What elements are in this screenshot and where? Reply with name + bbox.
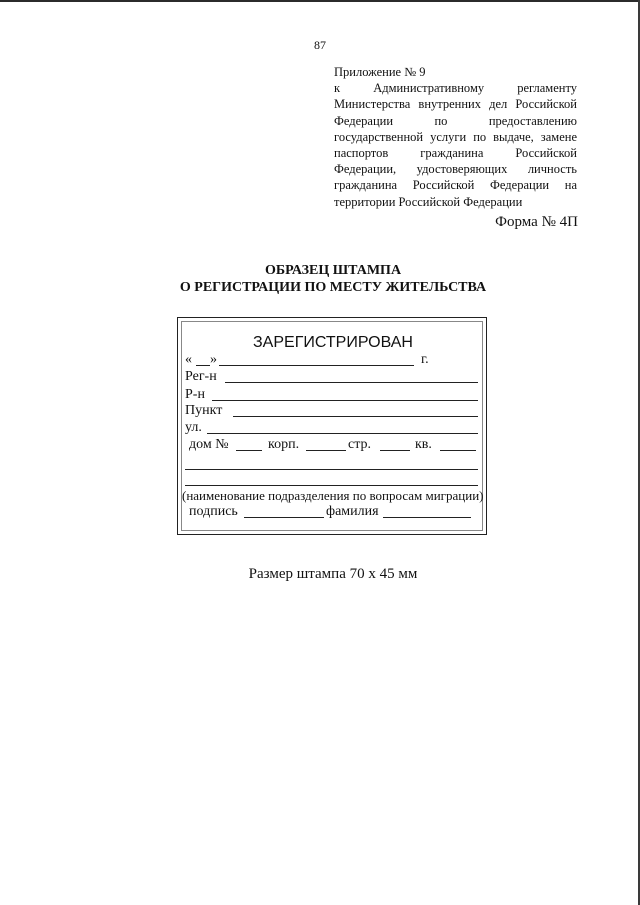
stamp-sample-box bbox=[177, 317, 487, 535]
stamp-title-line-2: О РЕГИСТРАЦИИ ПО МЕСТУ ЖИТЕЛЬСТВА bbox=[179, 280, 487, 295]
year-suffix: г. bbox=[421, 352, 429, 367]
region-label: Рег-н bbox=[185, 369, 217, 384]
signature-line bbox=[244, 517, 324, 518]
scan-top-edge bbox=[0, 0, 640, 2]
street-line bbox=[207, 433, 478, 434]
appendix-line-9: территории Российской Федерации bbox=[334, 194, 523, 209]
unit-caption: (наименование подразделения по вопросам миграции) bbox=[182, 488, 484, 503]
unit-blank-line-2 bbox=[185, 485, 478, 486]
district-line bbox=[212, 400, 478, 401]
surname-line bbox=[383, 517, 471, 518]
district-label: Р-н bbox=[185, 387, 205, 402]
surname-label: фамилия bbox=[326, 504, 379, 519]
house-label: дом № bbox=[189, 437, 229, 452]
locality-line bbox=[233, 416, 478, 417]
appendix-title: Приложение № 9 bbox=[334, 65, 426, 79]
stamp-heading: ЗАРЕГИСТРИРОВАН bbox=[253, 334, 413, 351]
apartment-line bbox=[440, 450, 476, 451]
date-close-quote: » bbox=[210, 352, 217, 367]
building-label: корп. bbox=[268, 437, 300, 452]
date-month-line bbox=[219, 365, 414, 366]
appendix-reference bbox=[334, 64, 577, 210]
unit-blank-line-1 bbox=[185, 469, 478, 470]
street-label: ул. bbox=[185, 420, 202, 435]
signature-label: подпись bbox=[189, 504, 238, 519]
form-number: Форма № 4П bbox=[495, 214, 578, 230]
page-number: 87 bbox=[314, 38, 326, 52]
appendix-line-2: к Административному регламенту bbox=[334, 81, 577, 96]
house-line bbox=[236, 450, 262, 451]
stamp-size-note: Размер штампа 70 х 45 мм bbox=[248, 566, 418, 582]
appendix-line-4: Федерации по предоставлению bbox=[334, 113, 578, 128]
appendix-line-3: Министерства внутренних дел Российской bbox=[334, 97, 577, 112]
date-day-line bbox=[196, 365, 210, 366]
locality-label: Пункт bbox=[185, 403, 223, 418]
stamp-title-line-1: ОБРАЗЕЦ ШТАМПА bbox=[264, 263, 402, 278]
appendix-line-5: государственной услуги по выдаче, замене bbox=[334, 129, 577, 144]
building-line bbox=[306, 450, 346, 451]
structure-line bbox=[380, 450, 410, 451]
stamp-title bbox=[0, 262, 640, 296]
date-open-quote: « bbox=[185, 352, 192, 367]
appendix-line-8: гражданина Российской Федерации на bbox=[334, 178, 578, 193]
region-line bbox=[225, 382, 478, 383]
appendix-line-7: Федерации, удостоверяющих личность bbox=[334, 162, 577, 177]
appendix-line-6: паспортов гражданина Российской bbox=[334, 146, 577, 161]
apartment-label: кв. bbox=[415, 437, 432, 452]
structure-label: стр. bbox=[348, 437, 372, 452]
